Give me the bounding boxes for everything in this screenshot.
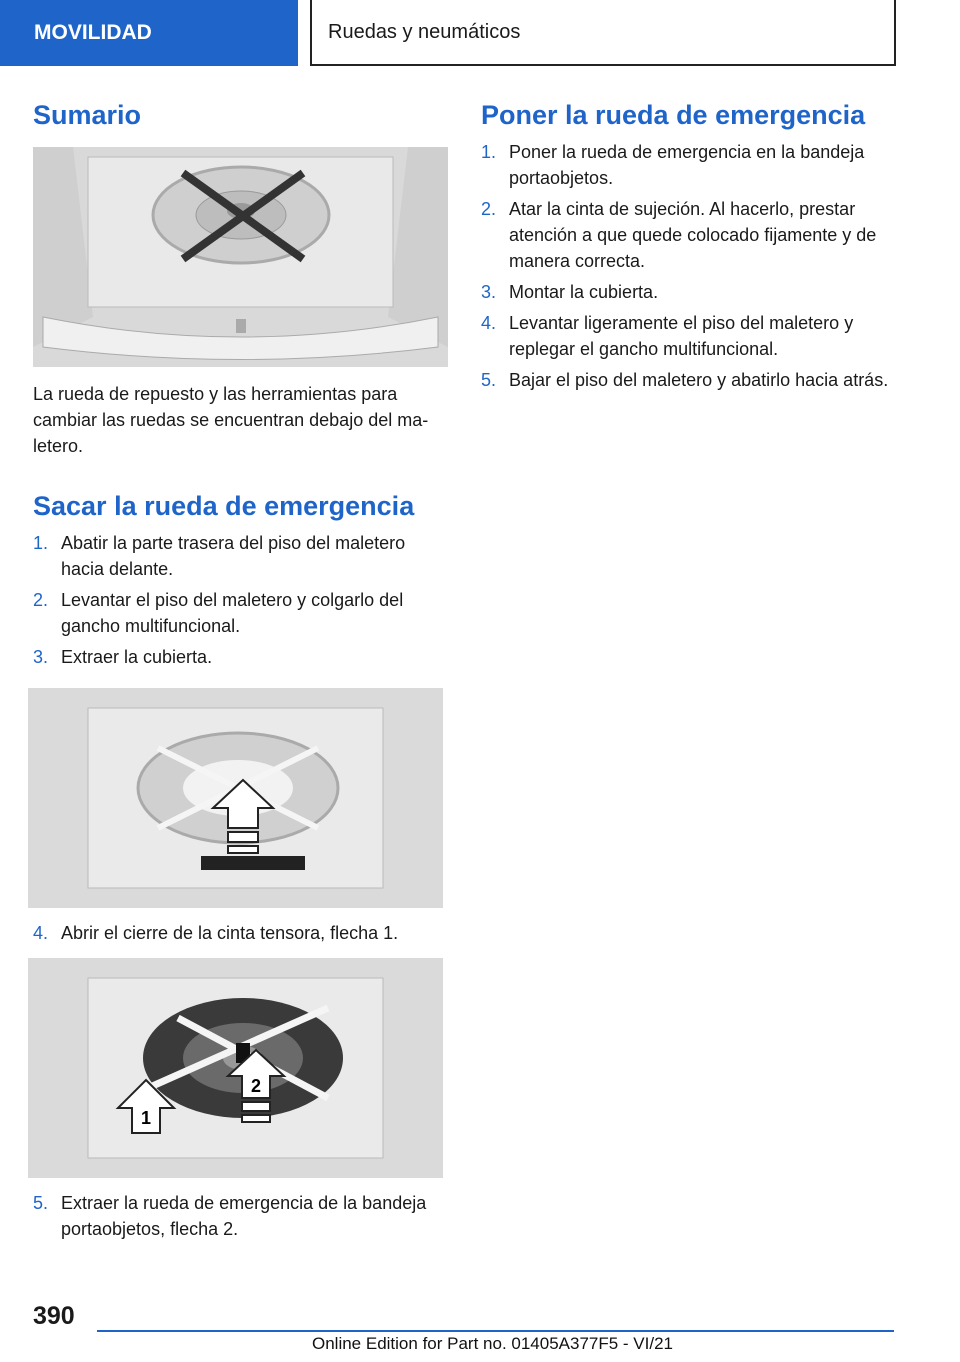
step-text: Bajar el piso del maletero y abatirlo hacia atrás.: [509, 370, 889, 390]
sacar-steps-a: [33, 530, 448, 670]
sacar-steps-b: [33, 920, 448, 946]
sacar-steps-c: [33, 1190, 448, 1242]
list-item: [481, 367, 891, 393]
header-chapter-label: Ruedas y neumáticos: [328, 20, 521, 43]
list-item: [33, 644, 448, 670]
step-number: 5.: [33, 1193, 49, 1213]
footer-divider: [97, 1330, 894, 1332]
step-number: 2.: [33, 590, 49, 610]
spare-wheel-strap-figure: [28, 958, 443, 1178]
step-text: Atar la cinta de sujeción. Al hacerlo, prestar atención a que quede colocado fijamente y de manera correcta.: [509, 199, 877, 271]
list-item: [481, 279, 891, 305]
sacar-heading: Sacar la rueda de emergencia: [33, 491, 415, 521]
right-column: [481, 100, 891, 398]
step-text: Abrir el cierre de la cinta tensora, flecha 1.: [61, 923, 399, 943]
step-number: 3.: [33, 647, 49, 667]
step-text: Levantar ligeramente el piso del maletero y replegar el gancho multifuncional.: [509, 313, 854, 359]
arrow-2-label: 2: [250, 1076, 262, 1096]
list-item: [33, 920, 448, 946]
step-text: Extraer la cubierta.: [61, 647, 213, 667]
list-item: [481, 310, 891, 362]
list-item: [481, 139, 891, 191]
page-number: 390: [33, 1302, 75, 1330]
arrow-1-label: 1: [140, 1108, 152, 1128]
left-column: [33, 100, 448, 1247]
footer-edition: Online Edition for Part no. 01405A377F5 - VI/21: [312, 1334, 674, 1353]
step-number: 3.: [481, 282, 497, 302]
step-number: 4.: [481, 313, 497, 333]
sumario-text: La rueda de repuesto y las herramientas para cambiar las ruedas se encuentran debajo del ma‐letero.: [33, 384, 429, 456]
step-text: Abatir la parte trasera del piso del maletero hacia delante.: [61, 533, 406, 579]
step-text: Poner la rueda de emergencia en la bandeja portaobjetos.: [509, 142, 865, 188]
step-number: 2.: [481, 199, 497, 219]
trunk-overview-figure: [33, 147, 448, 367]
step-number: 4.: [33, 923, 49, 943]
step-text: Extraer la rueda de emergencia de la bandeja portaobjetos, flecha 2.: [61, 1193, 427, 1239]
step-text: Levantar el piso del maletero y colgarlo del gancho multifuncional.: [61, 590, 404, 636]
step-number: 1.: [481, 142, 497, 162]
poner-heading: Poner la rueda de emergencia: [481, 100, 866, 130]
step-number: 5.: [481, 370, 497, 390]
list-item: [33, 587, 448, 639]
header-chapter: [310, 0, 896, 66]
list-item: [33, 1190, 448, 1242]
header-section: [0, 0, 298, 66]
header-section-label: MOVILIDAD: [34, 21, 152, 44]
poner-steps: [481, 139, 891, 393]
trunk-cover-removal-figure: [28, 688, 443, 908]
sumario-heading: Sumario: [33, 100, 142, 130]
step-text: Montar la cubierta.: [509, 282, 659, 302]
step-number: 1.: [33, 533, 49, 553]
list-item: [33, 530, 448, 582]
list-item: [481, 196, 891, 274]
